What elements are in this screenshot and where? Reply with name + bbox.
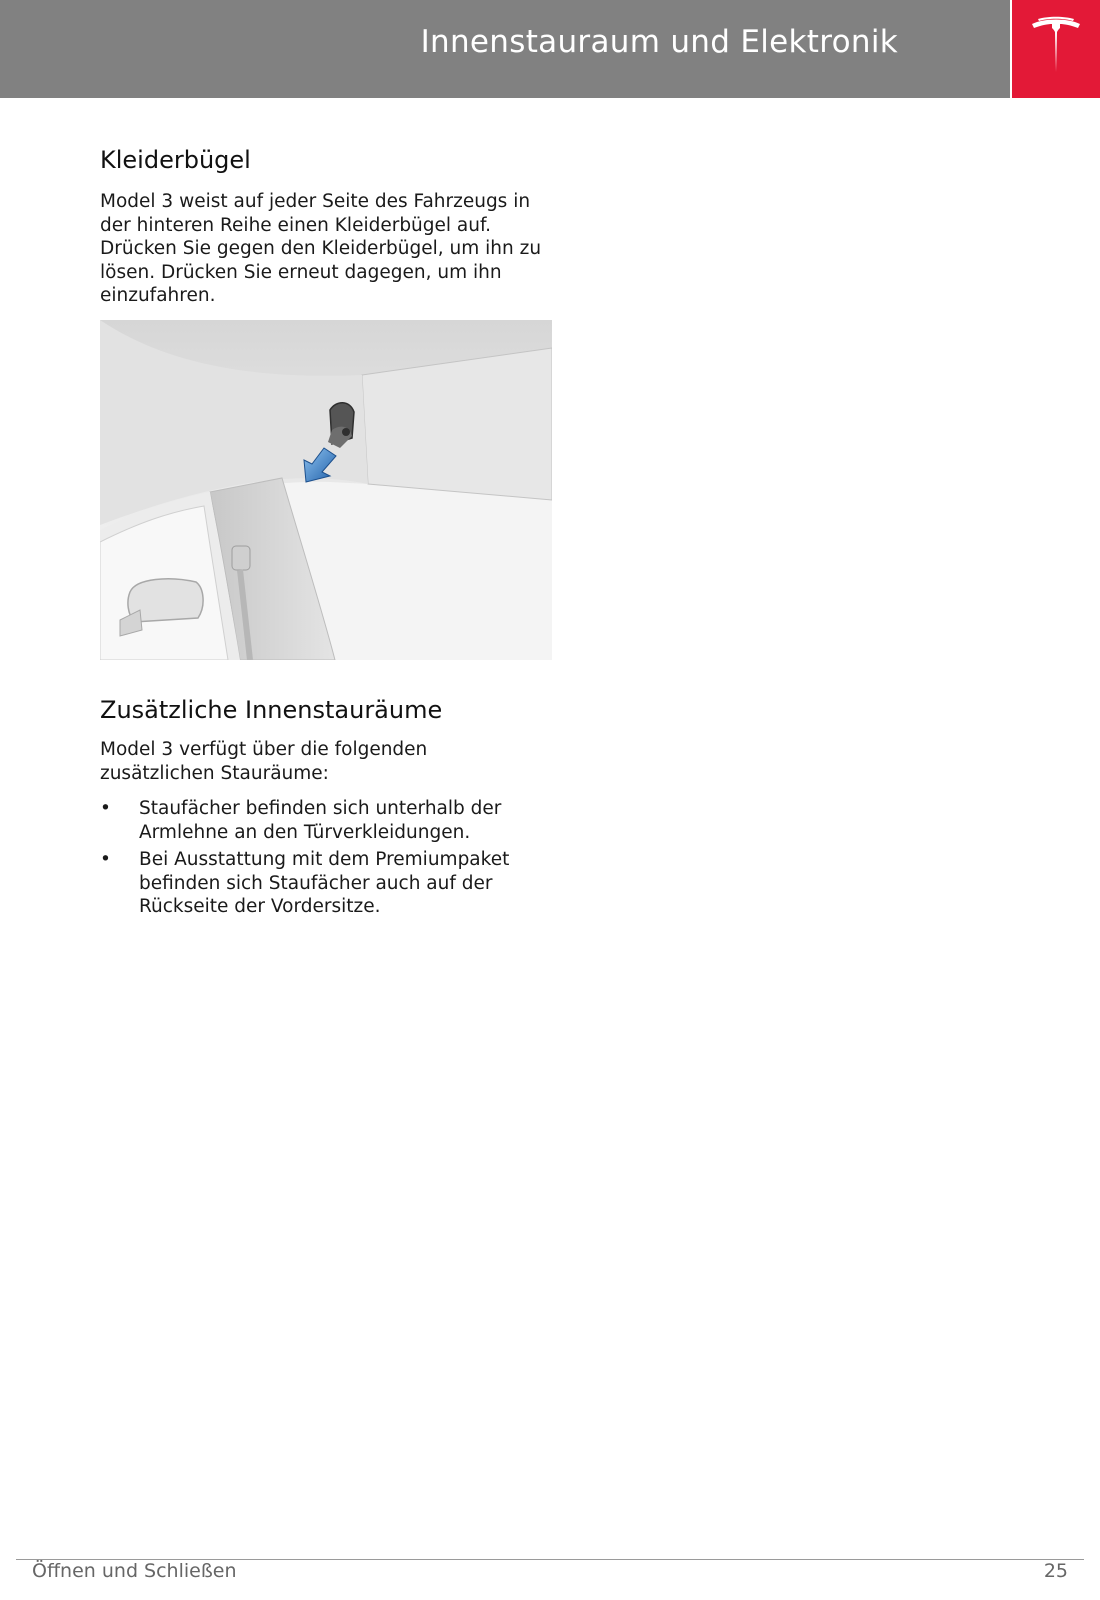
- list-item: [100, 797, 560, 844]
- coat-hook-illustration: [100, 320, 552, 660]
- list-item: [100, 848, 560, 919]
- list-item-text: Bei Ausstattung mit dem Premiumpaket befinden sich Staufächer auch auf der Rückseite der Vordersitze.: [139, 849, 510, 917]
- section-heading-kleiderbuegel: Kleiderbügel: [100, 146, 251, 174]
- bullet-icon: •: [100, 849, 111, 870]
- storage-bullet-list: [100, 797, 560, 923]
- bullet-icon: •: [100, 798, 111, 819]
- list-item-text: Staufächer befinden sich unterhalb der Armlehne an den Türverkleidungen.: [139, 798, 502, 843]
- brand-logo: [1012, 0, 1100, 98]
- footer-section-label: Öffnen und Schließen: [32, 1560, 237, 1582]
- page-number: 25: [1043, 1560, 1068, 1582]
- section-paragraph-kleiderbuegel: Model 3 weist auf jeder Seite des Fahrzeugs in der hinteren Reihe einen Kleiderbügel auf. Drücken Sie gegen den Kleiderbügel, um ihn zu lösen. Drücken Sie erneut dagegen, um ihn einzufahren.: [100, 191, 542, 306]
- tesla-logo-icon: [1030, 16, 1082, 74]
- page-title: Innenstauraum und Elektronik: [420, 24, 898, 60]
- header-bar: [0, 0, 1010, 98]
- section-heading-zusaetzliche-innenstauraeume: Zusätzliche Innenstauräume: [100, 696, 443, 724]
- section-paragraph-zusaetzliche-innenstauraeume: Model 3 verfügt über die folgenden zusätzlichen Stauräume:: [100, 739, 428, 784]
